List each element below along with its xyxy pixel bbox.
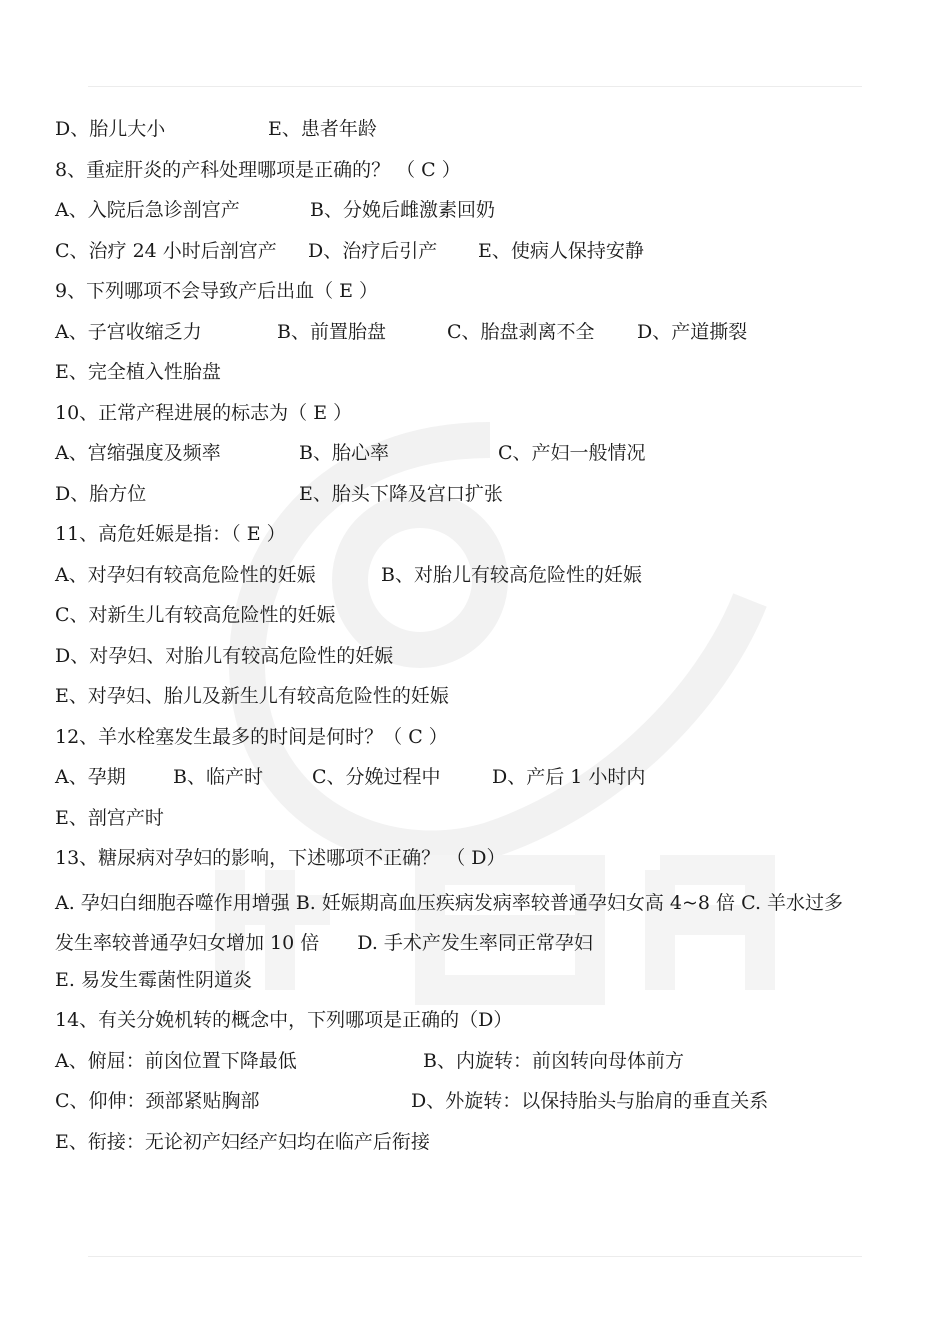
- question-11: 11、高危妊娠是指：（ E ）: [55, 523, 286, 545]
- text-line: E、剖宫产时: [55, 806, 164, 829]
- question-9: 9、下列哪项不会导致产后出血（ E ）: [55, 280, 379, 302]
- question-10: 10、正常产程进展的标志为（ E ）: [55, 401, 353, 424]
- text-line: C、治疗 24 小时后剖宫产 D、治疗后引产 E、使病人保持安静: [55, 239, 644, 262]
- text-line: D、胎方位 E、胎头下降及宫口扩张: [55, 482, 503, 505]
- footer-rule: [88, 1256, 862, 1257]
- text-line: A、入院后急诊剖宫产 B、分娩后雌激素回奶: [55, 199, 495, 221]
- text-line: A、子宫收缩乏力 B、前置胎盘 C、胎盘剥离不全 D、产道撕裂: [55, 320, 748, 343]
- text-line: A、宫缩强度及频率 B、胎心率 C、产妇一般情况: [55, 442, 646, 464]
- text-line: A、孕期 B、临产时 C、分娩过程中 D、产后 1 小时内: [55, 766, 646, 788]
- text-line: E. 易发生霉菌性阴道炎: [55, 968, 252, 991]
- text-line: E、完全植入性胎盘: [55, 361, 221, 383]
- text-line: C、仰伸：颈部紧贴胸部 D、外旋转：以保持胎头与胎肩的垂直关系: [55, 1090, 769, 1112]
- text-line: A、对孕妇有较高危险性的妊娠 B、对胎儿有较高危险性的妊娠: [55, 563, 642, 586]
- text-line: C、对新生儿有较高危险性的妊娠: [55, 604, 336, 626]
- document-body: [55, 113, 855, 1166]
- text-line: A、俯屈：前囟位置下降最低 B、内旋转：前囟转向母体前方: [55, 1049, 684, 1072]
- text-line: E、衔接：无论初产妇经产妇均在临产后衔接: [55, 1130, 430, 1153]
- question-12: 12、羊水栓塞发生最多的时间是何时？（ C ）: [55, 725, 448, 748]
- question-14: 14、有关分娩机转的概念中，下列哪项是正确的（D）: [55, 1009, 513, 1031]
- question-13: 13、糖尿病对孕妇的影响，下述哪项不正确？ （ D）: [55, 847, 506, 869]
- text-line: E、对孕妇、胎儿及新生儿有较高危险性的妊娠: [55, 685, 449, 707]
- header-rule: [88, 86, 862, 87]
- question-8: 8、重症肝炎的产科处理哪项是正确的？ （ C ）: [55, 158, 461, 181]
- text-line: D、对孕妇、对胎儿有较高危险性的妊娠: [55, 644, 394, 667]
- paragraph: A. 孕妇白细胞吞噬作用增强 B. 妊娠期高血压疾病发病率较普通孕妇女高 4~8 倍 C. 羊水过多发生率较普通孕妇女增加 10 倍 D. 手术产发生率同正常孕妇: [55, 891, 844, 954]
- text-line: D、胎儿大小 E、患者年龄: [55, 118, 377, 140]
